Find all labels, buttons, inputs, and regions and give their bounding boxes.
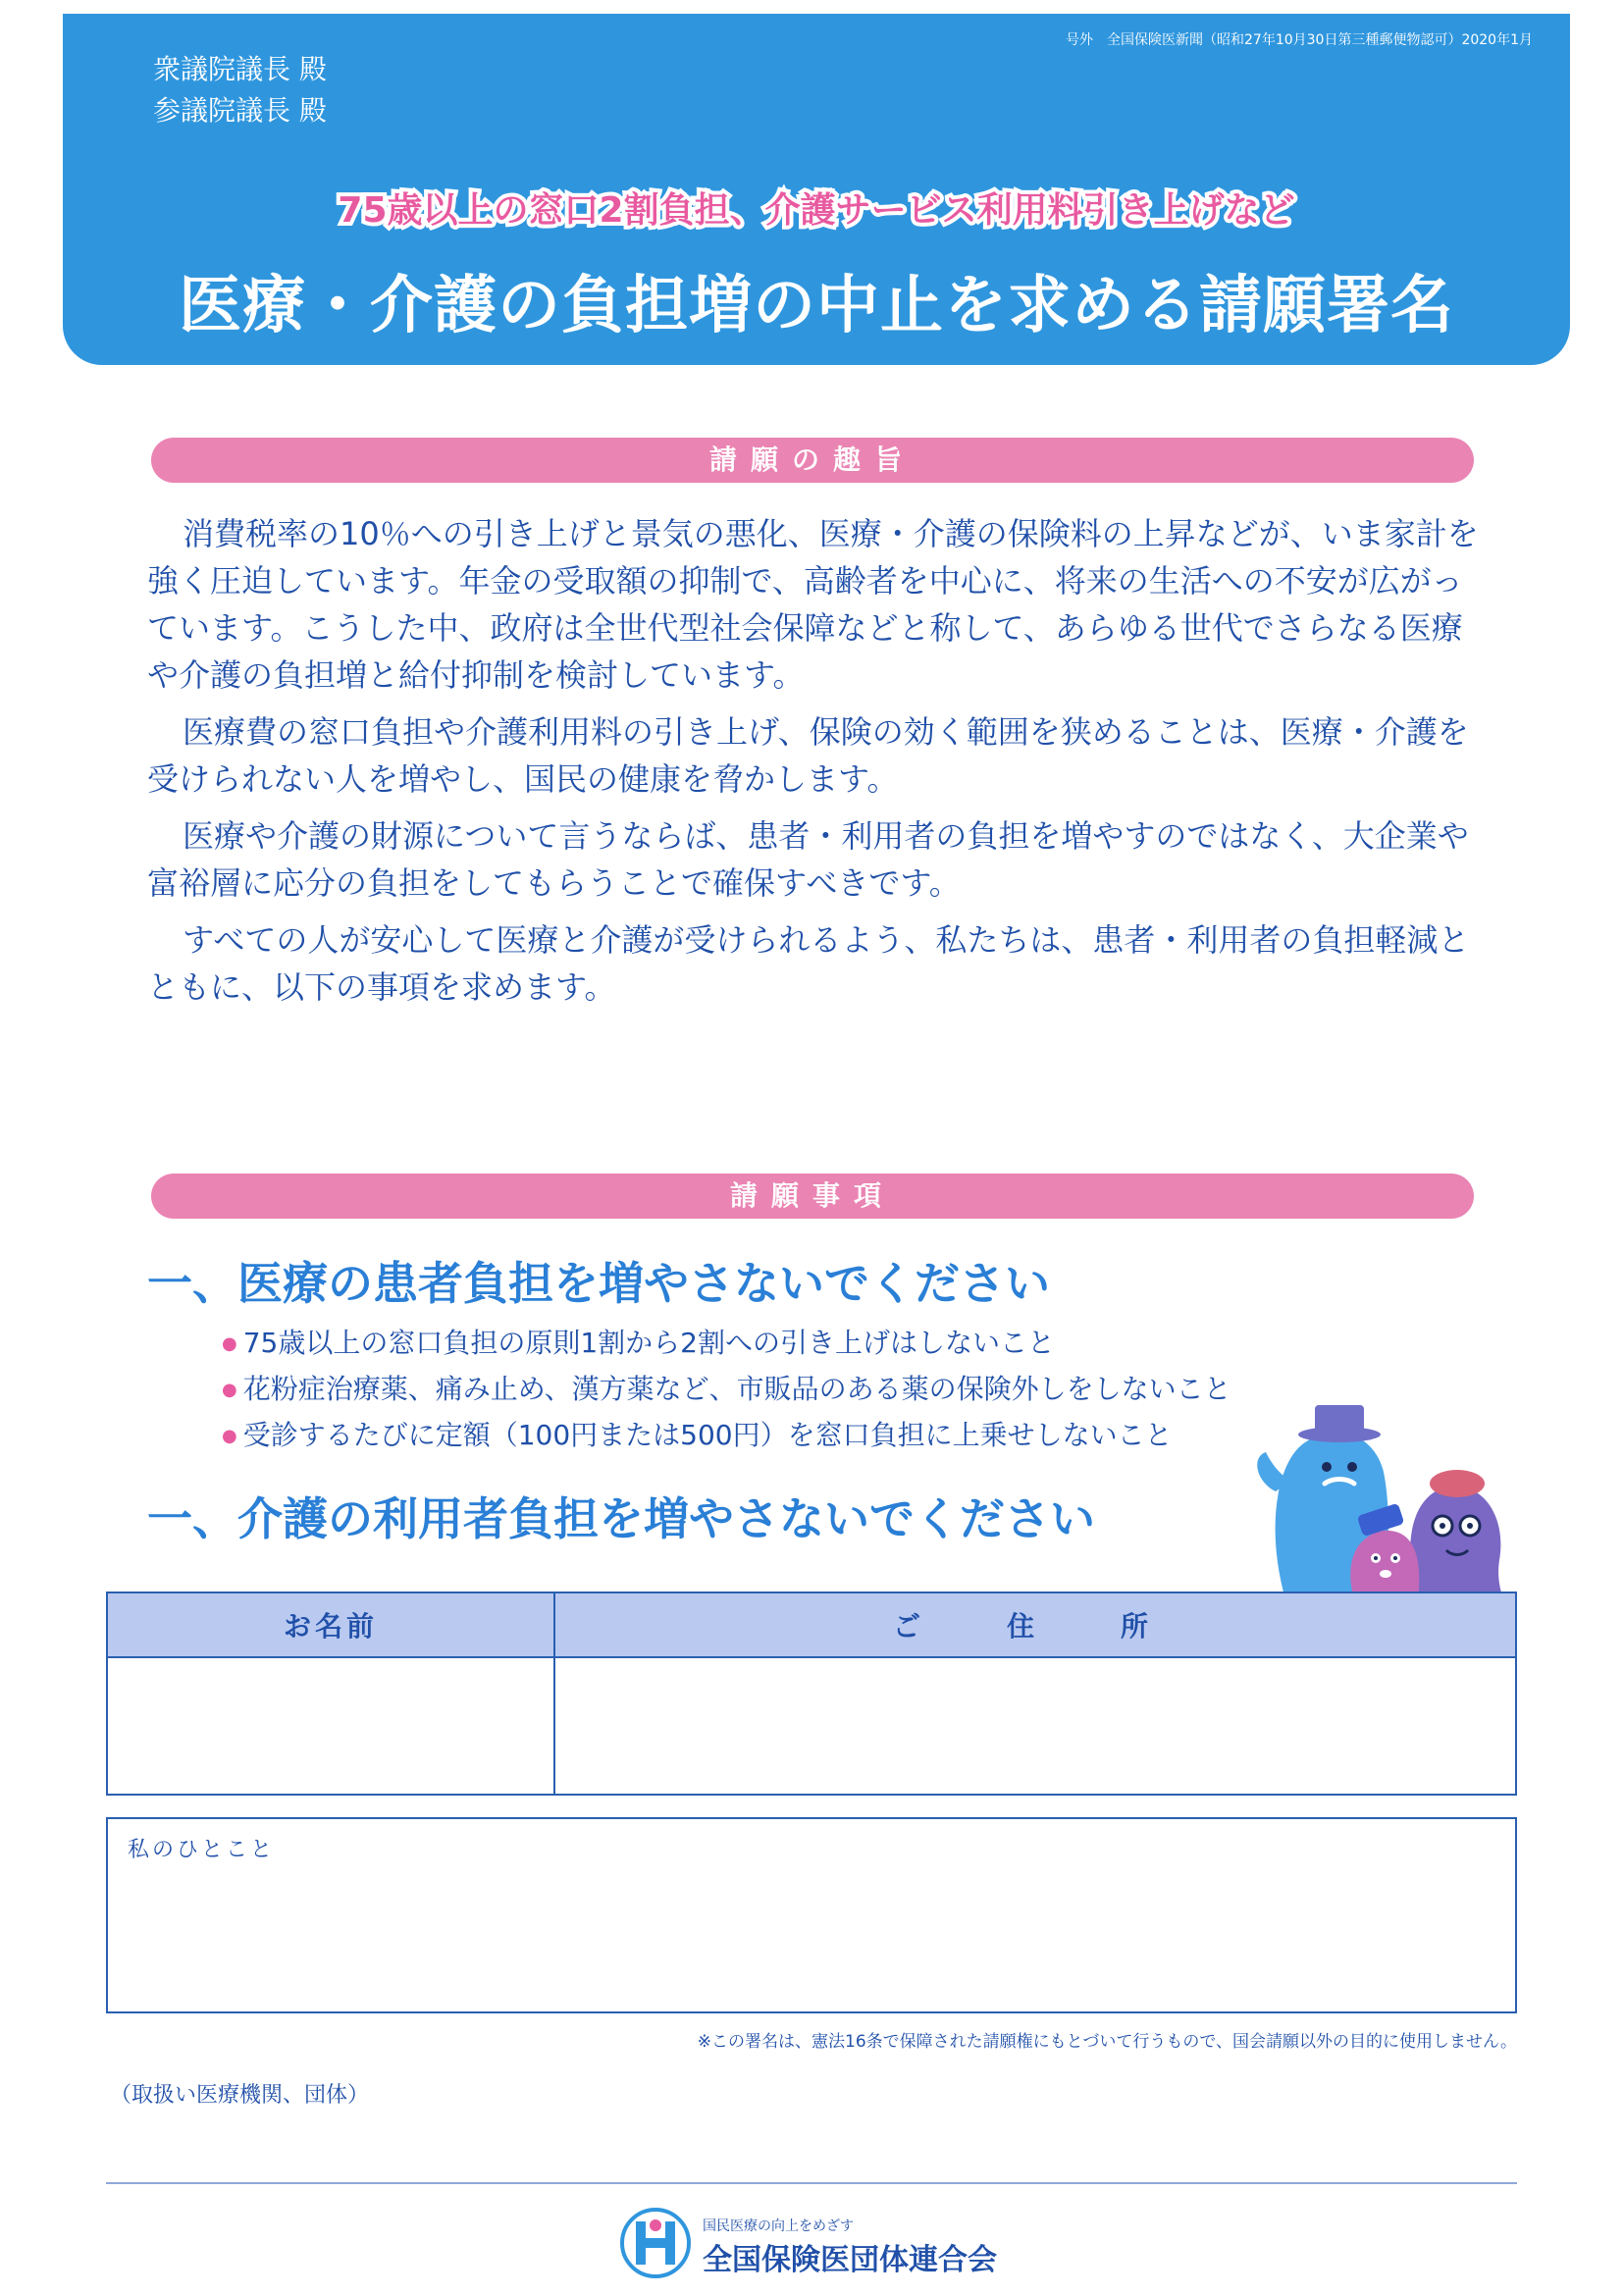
purpose-paragraph: 医療や介護の財源について言うならば、患者・利用者の負担を増やすのではなく、大企業や富裕層に応分の負担をしてもらうことで確保すべきです。 (147, 817, 1469, 902)
comment-box[interactable] (106, 1817, 1517, 2013)
addressee-line-2: 参議院議長 殿 (153, 94, 327, 127)
divider (106, 2182, 1517, 2184)
name-field[interactable] (107, 1657, 554, 1795)
bullet-text: 花粉症治療薬、痛み止め、漢方薬など、市販品のある薬の保険外しをしないこと (242, 1373, 1231, 1405)
page-title: 医療・介護の負担増の中止を求める請願署名 (179, 270, 1454, 342)
purpose-paragraph: 医療費の窓口負担や介護利用料の引き上げ、保険の効く範囲を狭めることは、医療・介護を受けられない人を増やし、国民の健康を脅かします。 (147, 713, 1469, 798)
organization-logo-icon (620, 2208, 691, 2278)
mascot-illustration (1246, 1364, 1531, 1599)
footnote: ※この署名は、憲法16条で保障された請願権にもとづいて行うもので、国会請願以外の目的に使用しません。 (697, 2032, 1517, 2052)
organization-name: 全国保険医団体連合会 (703, 2243, 997, 2277)
address-column-header: ご 住 所 (554, 1592, 1516, 1657)
mascot-small (1350, 1503, 1419, 1599)
list-item (222, 1367, 1231, 1413)
header-banner (63, 14, 1570, 365)
comment-label: 私のひとこと (128, 1838, 276, 1862)
purpose-heading: 請願の趣旨 (151, 438, 1474, 483)
addressee-line-1: 衆議院議長 殿 (153, 53, 327, 85)
signature-table (106, 1592, 1517, 1796)
bullet-dot-icon: ● (222, 1333, 237, 1354)
mascot-right (1410, 1470, 1503, 1599)
demand-medical: 一、医療の患者負担を増やさないでください (147, 1257, 1050, 1310)
organization-footer (620, 2204, 1042, 2282)
demand-care: 一、介護の利用者負担を増やさないでください (147, 1492, 1095, 1545)
publication-info: 号外 全国保険医新聞（昭和27年10月30日第三種郵便物認可）2020年1月 (1066, 32, 1533, 48)
list-item (222, 1413, 1231, 1459)
list-item (222, 1321, 1231, 1367)
subtitle: 75歳以上の窓口2割負担、介護サービス利用料引き上げなど (338, 190, 1295, 231)
demands-heading: 請願事項 (151, 1174, 1474, 1219)
bullet-text: 受診するたびに定額（100円または500円）を窓口負担に上乗せしないこと (242, 1419, 1173, 1451)
organization-tagline: 国民医療の向上をめざす (703, 2218, 854, 2234)
handling-institution-label: （取扱い医療機関、団体） (110, 2083, 370, 2108)
purpose-text (147, 510, 1484, 1020)
address-field[interactable] (554, 1657, 1516, 1795)
purpose-paragraph: すべての人が安心して医療と介護が受けられるよう、私たちは、患者・利用者の負担軽減とともに、以下の事項を求めます。 (147, 921, 1470, 1006)
name-column-header: お名前 (107, 1592, 554, 1657)
purpose-paragraph: 消費税率の10％への引き上げと景気の悪化、医療・介護の保険料の上昇などが、いま家計を強く圧迫しています。年金の受取額の抑制で、高齢者を中心に、将来の生活への不安が広がっています。こうした中、政府は全世代型社会保障などと称して、あらゆる世代でさらなる医療や介護の負担増と給付抑制を検討しています。 (147, 515, 1479, 694)
bullet-dot-icon: ● (222, 1380, 237, 1400)
bullet-text: 75歳以上の窓口負担の原則1割から2割への引き上げはしないこと (242, 1327, 1055, 1359)
bullet-dot-icon: ● (222, 1426, 237, 1446)
addressee (153, 49, 327, 131)
demand-bullets (222, 1321, 1231, 1459)
